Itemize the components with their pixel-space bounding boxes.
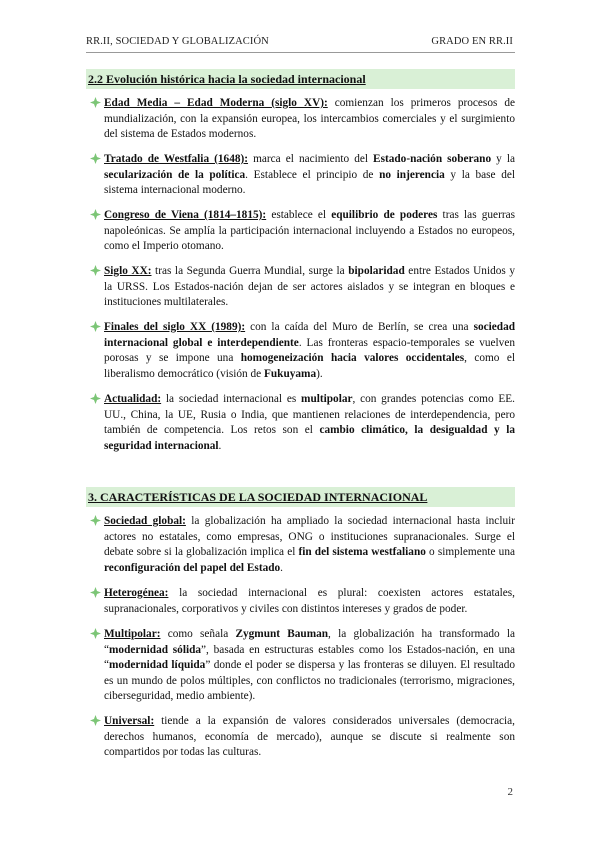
diamond-bullet-icon	[90, 515, 101, 526]
item-term: Congreso de Viena (1814–1815):	[104, 209, 267, 221]
list-item: Tratado de Westfalia (1648): marca el nacimiento del Estado-nación soberano y la secularización de la política. Establece el principio de no injerencia y la base del sistema internacional moderno.	[104, 152, 515, 199]
list-item: Edad Media – Edad Moderna (siglo XV): comienzan los primeros procesos de mundialización, con la expansión europea, los intercambios comerciales y el surgimiento del sistema de Estados modernos.	[104, 96, 515, 143]
item-term: Multipolar:	[104, 628, 161, 640]
section-heading-caracteristicas: 3. CARACTERÍSTICAS DE LA SOCIEDAD INTERNACIONAL	[86, 487, 515, 507]
diamond-bullet-icon	[90, 97, 101, 108]
diamond-bullet-icon	[90, 393, 101, 404]
list-item: Heterogénea: la sociedad internacional es plural: coexisten actores estatales, supranacionales, corporativos y civiles con distintos intereses y grados de poder.	[104, 586, 515, 617]
list-item: Finales del siglo XX (1989): con la caída del Muro de Berlín, se crea una sociedad internacional global e interdependiente. Las fronteras espacio-temporales se vuelven porosas y se impone una homogeneización hacia valores occidentales, como el liberalismo democrático (visión de Fukuyama).	[104, 320, 515, 382]
item-term: Universal:	[104, 715, 155, 727]
item-term: Siglo XX:	[104, 265, 152, 277]
diamond-bullet-icon	[90, 153, 101, 164]
header-right: GRADO EN RR.II	[431, 36, 513, 47]
item-term: Edad Media – Edad Moderna (siglo XV):	[104, 97, 328, 109]
section-heading-evolucion: 2.2 Evolución histórica hacia la sociedad internacional	[86, 69, 515, 89]
item-term: Actualidad:	[104, 393, 162, 405]
list-item: Siglo XX: tras la Segunda Guerra Mundial, surge la bipolaridad entre Estados Unidos y la URSS. Los Estados-nación dejan de ser actores aislados y se integran en bloques e instituciones multilaterales.	[104, 264, 515, 311]
item-term: Sociedad global:	[104, 515, 186, 527]
diamond-bullet-icon	[90, 715, 101, 726]
header-divider	[86, 52, 515, 53]
list-item: Congreso de Viena (1814–1815): establece el equilibrio de poderes tras las guerras napoleónicas. Se amplía la participación internacional incluyendo a Estados no europeos, como el Imperio otomano.	[104, 208, 515, 255]
list-item: Sociedad global: la globalización ha ampliado la sociedad internacional hasta incluir actores no estatales, como empresas, ONG o instituciones supranacionales. Surge el debate sobre si la globalización implica el fin del sistema westfaliano o simplemente una reconfiguración del papel del Estado.	[104, 514, 515, 576]
diamond-bullet-icon	[90, 628, 101, 639]
list-item: Multipolar: como señala Zygmunt Bauman, la globalización ha transformado la “modernidad sólida”, basada en estructuras estables como los Estados-nación, en una “modernidad líquida” donde el poder se dispersa y las fronteras se diluyen. El resultado es un mundo de polos múltiples, con conflictos no tradicionales (terrorismo, migraciones, ciberseguridad, medio ambiente).	[104, 627, 515, 705]
page-number: 2	[507, 786, 513, 798]
item-term: Finales del siglo XX (1989):	[104, 321, 246, 333]
diamond-bullet-icon	[90, 209, 101, 220]
item-term: Tratado de Westfalia (1648):	[104, 153, 249, 165]
diamond-bullet-icon	[90, 587, 101, 598]
item-term: Heterogénea:	[104, 587, 169, 599]
list-item: Universal: tiende a la expansión de valores considerados universales (democracia, derechos humanos, economía de mercado), aunque se discute si realmente son compartidos por todas las culturas.	[104, 714, 515, 761]
header-left: RR.II, SOCIEDAD Y GLOBALIZACIÓN	[86, 36, 269, 47]
diamond-bullet-icon	[90, 321, 101, 332]
list-item: Actualidad: la sociedad internacional es multipolar, con grandes potencias como EE. UU., China, la UE, Rusia o India, que mantienen relaciones de interdependencia, pero también de competencia. Los retos son el cambio climático, la desigualdad y la seguridad internacional.	[104, 392, 515, 454]
diamond-bullet-icon	[90, 265, 101, 276]
